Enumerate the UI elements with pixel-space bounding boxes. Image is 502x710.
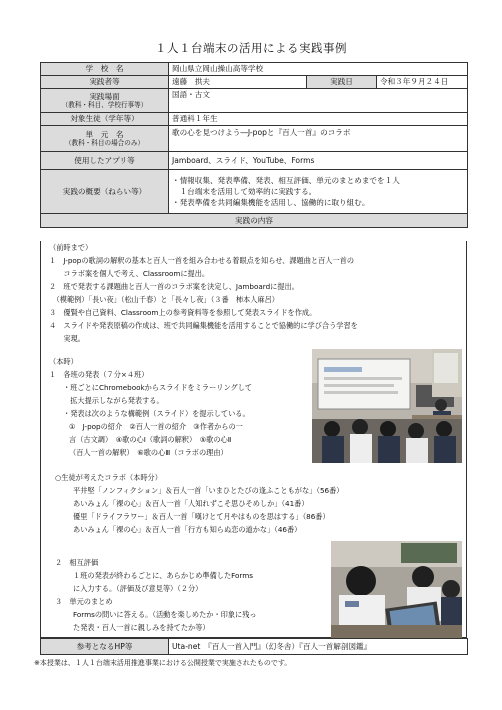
apps-label: 使用したアプリ等 xyxy=(41,152,169,170)
students-tablet-image xyxy=(331,541,462,639)
unit-label-cell xyxy=(41,126,169,152)
unit-value: 歌の心を見つけよう―J-popと『百人一首』のコラボ xyxy=(169,126,468,152)
content-line: あいみょん「裸の心」＆百人一首「人知れずこそ思ひそめしか」（41番） xyxy=(73,499,309,508)
reference-value: Uta-net 『百人一首入門』（幻冬舎）『百人一首解剖図鑑』 xyxy=(169,639,468,655)
goal-value xyxy=(169,170,468,214)
classroom-presentation-photo xyxy=(312,349,462,463)
content-line: １班の発表が終わるごとに、あらかじめ準備したForms xyxy=(73,571,253,580)
content-line: （前時まで） xyxy=(49,243,93,252)
content-line: １ 各班の発表（７分×４班） xyxy=(49,370,149,379)
content-line: 優里「ドライフラワー」＆百人一首「嘆けとて月やはものを思はする」（86番） xyxy=(73,512,330,521)
apps-value: Jamboard、スライド、YouTube、Forms xyxy=(169,152,468,170)
content-line: ・班ごとにChromebookからスライドをミラーリングして xyxy=(63,383,253,392)
content-line: 拡大提示しながら発表する。 xyxy=(63,396,164,405)
school-label: 学 校 名 xyxy=(41,63,169,76)
content-line: ・発表は次のような構範例（スライド）を提示している。 xyxy=(63,409,250,418)
content-line: ３ 単元のまとめ xyxy=(55,597,113,606)
school-name: 岡山県立岡山操山高等学校 xyxy=(169,63,468,76)
content-line: Formsの問いに答える。（活動を楽しめたか・印象に残っ xyxy=(73,610,257,619)
date-label: 実践日 xyxy=(307,76,377,89)
info-table xyxy=(40,62,468,228)
teacher-name: 遠藤 拱夫 xyxy=(169,76,307,89)
content-line: 実現。 xyxy=(49,334,85,343)
content-line: ① J-popの紹介 ②百人一首の紹介 ③作者からの一 xyxy=(69,422,243,431)
unit-label: 単 元 名 xyxy=(85,129,124,139)
content-line: た発表・百人一首に親しみを持てたか等） xyxy=(73,623,210,632)
content-line: に入力する。（評価及び意見等）（２分） xyxy=(73,584,203,593)
classroom-presentation-image xyxy=(312,349,462,463)
goal-line: ・情報収集、発表準備、発表、相互評価、単元のまとめまでを１人 xyxy=(172,176,400,185)
content-line: 言（古文調） ④歌の心Ⅰ（歌詞の解釈） ⑤歌の心Ⅱ xyxy=(69,435,232,444)
scene-value: 国語・古文 xyxy=(169,89,468,113)
content-line: （百人一首の解釈） ⑥歌の心Ⅲ（コラボの理由） xyxy=(69,448,228,457)
content-line: ○生徒が考えたコラボ（本時分） xyxy=(55,473,162,482)
date-value: 令和３年９月２４日 xyxy=(377,76,468,89)
content-line: ３ 優賢や自己資料、Classroom上の参考資料等を参照して発表スライドを作成。 xyxy=(49,308,317,317)
scene-sublabel: （教科・科目、学校行事等） xyxy=(61,101,148,110)
page-title: １人１台端末の活用による実践事例 xyxy=(155,41,347,55)
goal-line: ・発表準備を共同編集機能を活用し、協働的に取り組む。 xyxy=(172,198,370,207)
content-line: ２ 相互評価 xyxy=(55,558,99,567)
target-label: 対象生徒（学年等） xyxy=(41,113,169,126)
scene-label: 実践場面 xyxy=(89,91,120,101)
scene-label-cell xyxy=(41,89,169,113)
teacher-label: 実践者等 xyxy=(41,76,169,89)
reference-label: 参考となるHP等 xyxy=(41,639,169,655)
content-line: 平井堅「ノンフィクション」＆百人一首「いまひとたびの逢ふこともがな」（56番） xyxy=(73,486,344,495)
content-line: コラボ案を個人で考え、Classroomに提出。 xyxy=(49,269,210,278)
content-line: あいみょん「裸の心」＆百人一首「行方も知らぬ恋の道かな」（46番） xyxy=(73,525,302,534)
goal-line: １台端末を活用して効率的に実践する。 xyxy=(172,187,317,196)
content-line: １ J-popの歌詞の解釈の基本と百人一首を組み合わせる着眼点を知らせ、課題曲と百人一首の xyxy=(49,256,355,265)
target-value: 普通科１年生 xyxy=(169,113,468,126)
content-line: ４ スライドや発表原稿の作成は、班で共同編集機能を活用することで協働的に学び合う学習を xyxy=(49,321,358,330)
goal-label: 実践の概要（ねらい等） xyxy=(41,170,169,214)
content-line: （本時） xyxy=(49,357,78,366)
content-line: ２ 班で発表する課題曲と百人一首のコラボ案を決定し、Jamboardに提出。 xyxy=(49,282,299,291)
content-body xyxy=(40,241,467,638)
content-header: 実践の内容 xyxy=(41,214,468,228)
students-tablet-photo xyxy=(331,541,462,639)
footnote: ※本授業は、１人１台端末活用推進事業における公開授業で実施されたものです。 xyxy=(34,659,292,667)
unit-sublabel: （教科・科目の場合のみ） xyxy=(64,139,145,148)
content-line: （模範例）「長い夜」（松山千春）と「長々し夜」（３番 柿本人麻呂） xyxy=(49,295,279,304)
reference-table xyxy=(40,638,468,655)
